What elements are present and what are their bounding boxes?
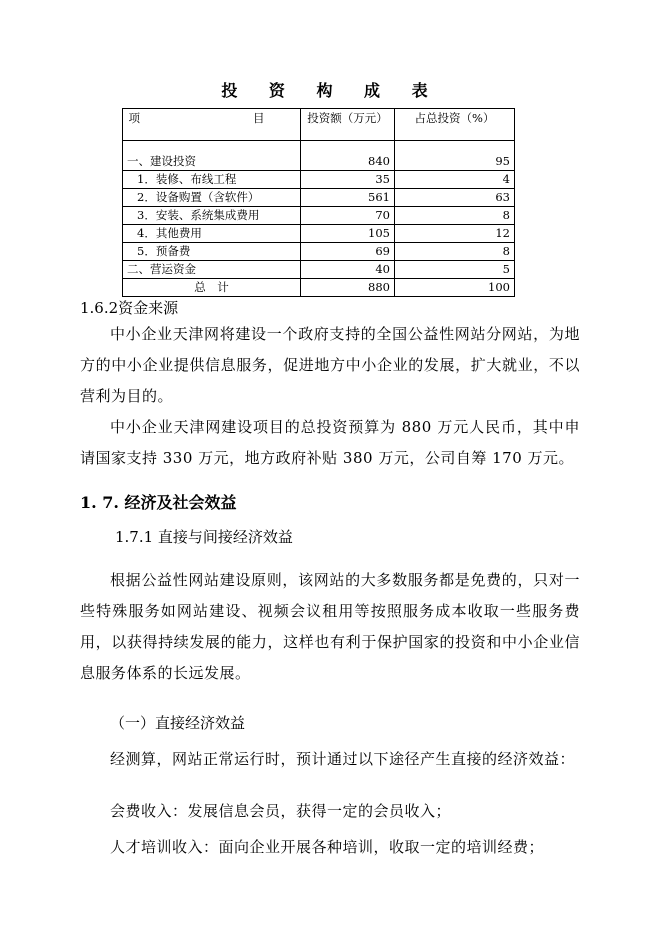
cell-amount: 105 [301, 225, 395, 243]
cell-percent: 100 [395, 279, 515, 297]
cell-item: 一、建设投资 [123, 153, 301, 171]
cell-amount: 35 [301, 171, 395, 189]
cell-item: 4．其他费用 [123, 225, 301, 243]
section-1-6-2-paragraph-1: 中小企业天津网将建设一个政府支持的全国公益性网站分网站，为地方的中小企业提供信息服务，促进地方中小企业的发展，扩大就业，不以营利为目的。 [80, 325, 580, 405]
header-amount: 投资额（万元） [301, 109, 395, 141]
cell-percent: 4 [395, 171, 515, 189]
cell-percent: 95 [395, 153, 515, 171]
section-1-6-2-heading: 1.6.2资金来源 [80, 299, 179, 317]
table-row [123, 261, 515, 279]
cell-percent: 63 [395, 189, 515, 207]
cell-percent: 8 [395, 207, 515, 225]
table-row [123, 153, 515, 171]
section-1-7-1-heading: 1.7.1 直接与间接经济效益 [115, 528, 293, 546]
table-row [123, 243, 515, 261]
section-1-7-1-paragraph: 根据公益性网站建设原则，该网站的大多数服务都是免费的，只对一些特殊服务如网站建设、视频会议租用等按照服务成本收取一些服务费用，以获得持续发展的能力，这样也有利于保护国家的投资和中小企业信息服务体系的长远发展。 [80, 571, 580, 682]
table-body [123, 141, 515, 297]
cell-item: 5．预备费 [123, 243, 301, 261]
table-row [123, 189, 515, 207]
spacer-cell [301, 141, 395, 154]
cell-percent: 8 [395, 243, 515, 261]
cell-item: 1．装修、布线工程 [123, 171, 301, 189]
subsection-direct-heading: （一）直接经济效益 [110, 714, 246, 732]
cell-item: 2．设备购置（含软件） [123, 189, 301, 207]
section-1-6-2-paragraph-2: 中小企业天津网建设项目的总投资预算为 880 万元人民币，其中申请国家支持 330 万元，地方政府补贴 380 万元，公司自筹 170 万元。 [80, 418, 580, 467]
subsection-direct-paragraph-2: 会费收入：发展信息会员，获得一定的会员收入； [110, 802, 452, 820]
cell-amount: 561 [301, 189, 395, 207]
spacer-cell [123, 141, 301, 154]
table-title: 投 资 构 成 表 [221, 81, 441, 100]
table-row [123, 225, 515, 243]
table-row [123, 171, 515, 189]
header-item: 项 目 [123, 109, 301, 141]
table-row [123, 207, 515, 225]
cell-item: 总 计 [123, 279, 301, 297]
spacer-cell [395, 141, 515, 154]
subsection-direct-paragraph-3: 人才培训收入：面向企业开展各种培训，收取一定的培训经费； [110, 838, 545, 856]
cell-amount: 840 [301, 153, 395, 171]
investment-table [122, 108, 515, 297]
table-spacer-row [123, 141, 515, 154]
table-row [123, 279, 515, 297]
cell-amount: 70 [301, 207, 395, 225]
cell-item: 二、营运资金 [123, 261, 301, 279]
header-percent: 占总投资（%） [395, 109, 515, 141]
table-header-row [123, 109, 515, 141]
cell-percent: 5 [395, 261, 515, 279]
cell-amount: 69 [301, 243, 395, 261]
section-1-7-heading: 1. 7. 经济及社会效益 [80, 493, 237, 512]
cell-percent: 12 [395, 225, 515, 243]
cell-amount: 880 [301, 279, 395, 297]
cell-item: 3．安装、系统集成费用 [123, 207, 301, 225]
subsection-direct-paragraph-1: 经测算，网站正常运行时，预计通过以下途径产生直接的经济效益： [110, 750, 576, 768]
cell-amount: 40 [301, 261, 395, 279]
